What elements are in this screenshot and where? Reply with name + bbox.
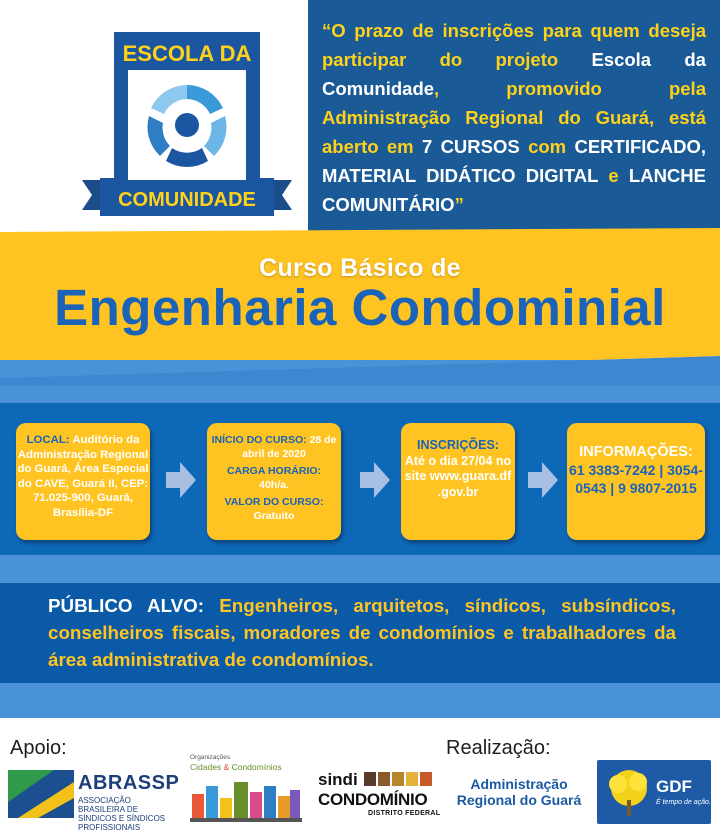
arrow-right-icon: [528, 462, 558, 498]
course-title: Engenharia Condominial: [54, 279, 666, 336]
gdf-tagline: É tempo de ação.: [656, 799, 711, 806]
target-audience-text: PÚBLICO ALVO: Engenheiros, arquitetos, síndicos, subsíndicos, conselheiros fiscais, moradores de condomínios e trabalhadores da área administrativa de condomínios.: [48, 595, 676, 670]
sindi-text: sindi: [318, 770, 358, 789]
logo-bottom-text: COMUNIDADE: [118, 189, 256, 211]
support-label: Apoio:: [10, 737, 67, 759]
location-card: LOCAL: Auditório da Administração Regional do Guará, Área Especial do CAVE, Guará II, CEP: 71.025-900, Guará, Brasília-DF: [16, 423, 150, 540]
condominio-text: CONDOMÍNIO: [318, 790, 428, 809]
administracao-guara-logo: Administração Regional do Guará: [456, 776, 582, 808]
ipe-tree-icon: [604, 766, 654, 818]
cidades-name: Cidades & Condomínios: [190, 762, 282, 772]
abrassp-subtitle: ASSOCIAÇÃO BRASILEIRA DE SÍNDICOS E SÍNDICOS PROFISSIONAIS: [78, 796, 166, 832]
realization-label: Realização:: [446, 737, 551, 759]
distrito-federal-text: DISTRITO FEDERAL: [368, 810, 441, 817]
community-circle-icon: [143, 81, 231, 169]
gdf-name: GDF: [656, 777, 692, 796]
course-subtitle: Curso Básico de: [259, 254, 461, 282]
logo-top-text: ESCOLA DA: [122, 41, 252, 66]
escola-comunidade-logo: [82, 30, 292, 220]
banner-shadow: [0, 356, 720, 386]
cidades-top-text: Organizações: [190, 754, 231, 761]
contact-card: INFORMAÇÕES: 61 3383-7242 | 3054-0543 | 9 9807-2015: [567, 423, 705, 540]
arrow-right-icon: [166, 462, 196, 498]
announcement-quote: “O prazo de inscrições para quem deseja participar do projeto Escola da Comunidade, promovido pela Administração Regional do Guará, está aberto em 7 CURSOS com CERTIFICADO, MATERIAL DIDÁTICO DIGITAL e LANCHE COMUNITÁRIO”: [322, 20, 707, 215]
course-dates-card: INÍCIO DO CURSO: 28 de abril de 2020 CARGA HORÁRIO: 40h/a. VALOR DO CURSO: Gratuito: [207, 423, 341, 540]
abrassp-name: ABRASSP: [78, 772, 180, 794]
arrow-right-icon: [360, 462, 390, 498]
registration-card: INSCRIÇÕES: Até o dia 27/04 no site www.guara.df .gov.br: [401, 423, 515, 540]
